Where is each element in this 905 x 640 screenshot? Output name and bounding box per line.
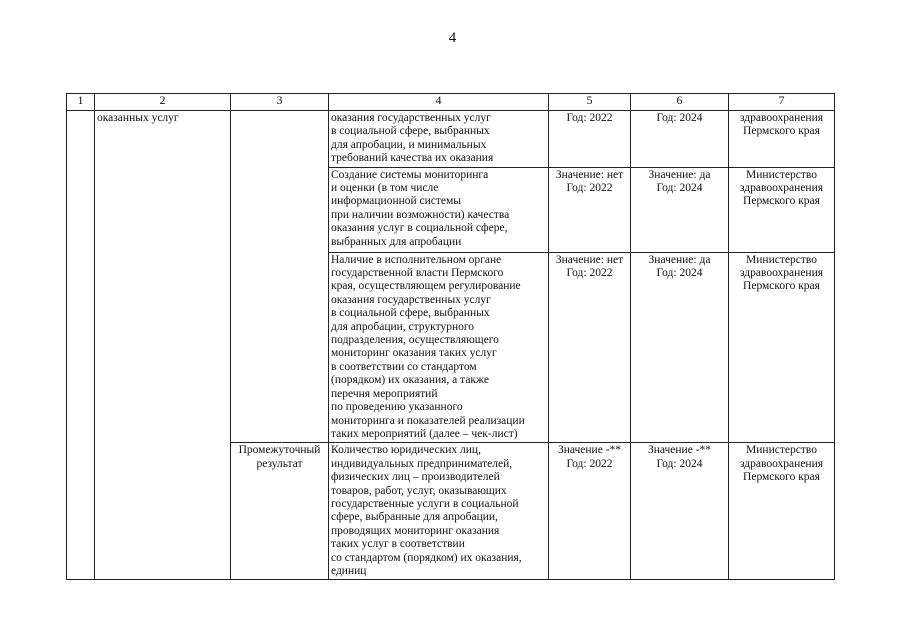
cell-line: Пермского края [743, 280, 820, 293]
cell-line: Значение: нет [555, 253, 624, 266]
row-cell-col6 [631, 252, 729, 443]
cell-line: информационной системы [331, 195, 462, 208]
cell-line: таких услуг в соответствии [331, 538, 465, 551]
cell-line: здравоохранения [739, 267, 824, 280]
cell-line: Год: 2024 [656, 112, 703, 124]
cell-line: Министерство [746, 253, 817, 266]
cell-line: здравоохранения [739, 182, 824, 195]
cell-line: Министерство [746, 444, 817, 457]
document-table [66, 93, 835, 580]
cell-line: оказания государственных услуг [331, 112, 491, 124]
row-cell-col5 [549, 111, 631, 168]
cell-line: Год: 2024 [656, 457, 703, 470]
row-cell-col7 [729, 252, 835, 443]
cell-line: и оценки (в том числе [331, 182, 439, 195]
cell-line: оказания услуг в социальной сфере, [331, 222, 508, 235]
cell-line: при наличии возможности) качества [331, 208, 510, 221]
row-cell-col6 [631, 443, 729, 580]
cell-line: сфере, выбранные для апробации, [331, 511, 498, 524]
cell-line: Пермского края [743, 195, 820, 208]
cell-line: по проведению указанного [331, 401, 463, 414]
header-cell: 6 [631, 94, 729, 111]
cell-line: Значение: нет [555, 168, 624, 181]
cell-line: здравоохранения [739, 112, 824, 124]
row-cell-col3 [231, 111, 329, 443]
cell-line: мониторинг оказания таких услуг [331, 347, 497, 360]
cell-line: результат [256, 457, 303, 470]
row-cell-col7 [729, 111, 835, 168]
row-cell-col5 [549, 443, 631, 580]
table-header-row [67, 94, 835, 111]
header-cell: 1 [67, 94, 95, 111]
cell-line: перечня мероприятий [331, 387, 438, 400]
row-cell-col4 [329, 111, 549, 168]
cell-line: Министерство [746, 168, 817, 181]
cell-line: оказания государственных услуг [331, 293, 491, 306]
cell-line: края, осуществляющем регулирование [331, 280, 521, 293]
table-row [67, 111, 835, 168]
header-cell: 2 [95, 94, 231, 111]
cell-line: Год: 2024 [656, 182, 703, 195]
cell-line: физических лиц – производителей [331, 471, 500, 484]
cell-line: для апробации, структурного [331, 320, 475, 333]
cell-line: Пермского края [743, 125, 820, 138]
cell-line: здравоохранения [739, 457, 824, 470]
col2-cell [95, 111, 231, 580]
row-cell-col6 [631, 167, 729, 252]
cell-line: со стандартом (порядком) их оказания, [331, 551, 522, 564]
cell-line: государственной власти Пермского [331, 267, 504, 280]
cell-line: Год: 2022 [566, 182, 613, 195]
col1-cell [67, 111, 95, 580]
cell-line: мониторинга и показателей реализации [331, 414, 525, 427]
cell-line: таких мероприятий (далее – чек-лист) [331, 427, 518, 440]
cell-line: Значение: да [648, 253, 711, 266]
cell-line: Год: 2022 [566, 112, 613, 124]
row-cell-col7 [729, 443, 835, 580]
cell-line: требований качества их оказания [331, 152, 494, 165]
cell-line: в социальной сфере, выбранных [331, 307, 490, 320]
cell-line: в социальной сфере, выбранных [331, 125, 490, 138]
row-cell-col4 [329, 252, 549, 443]
col2-text: оказанных услуг [97, 112, 179, 124]
cell-line: Год: 2022 [566, 457, 613, 470]
cell-line: единиц [331, 564, 367, 577]
cell-line: Промежуточный [238, 444, 321, 457]
cell-line: государственные услуги в социальной [331, 497, 519, 510]
row-cell-col6 [631, 111, 729, 168]
row-cell-col7 [729, 167, 835, 252]
cell-line: (порядком) их оказания, а также [331, 374, 489, 387]
cell-line: Количество юридических лиц, [331, 444, 481, 457]
header-cell: 4 [329, 94, 549, 111]
cell-line: Значение -** [647, 444, 712, 457]
cell-line: Год: 2024 [656, 267, 703, 280]
cell-line: для апробации, и минимальных [331, 138, 487, 151]
cell-line: Пермского края [743, 471, 820, 484]
cell-line: проводящих мониторинг оказания [331, 524, 500, 537]
row-cell-col5 [549, 167, 631, 252]
cell-line: Создание системы мониторинга [331, 168, 489, 181]
header-cell: 3 [231, 94, 329, 111]
cell-line: Год: 2022 [566, 267, 613, 280]
cell-line: выбранных для апробации [331, 235, 462, 248]
row-cell-col4 [329, 167, 549, 252]
cell-line: подразделения, осуществляющего [331, 334, 499, 347]
header-cell: 7 [729, 94, 835, 111]
row-cell-col5 [549, 252, 631, 443]
row-cell-col3 [231, 443, 329, 580]
cell-line: Значение -** [557, 444, 622, 457]
header-cell: 5 [549, 94, 631, 111]
row-cell-col4 [329, 443, 549, 580]
page-number: 4 [448, 30, 457, 46]
cell-line: Значение: да [648, 168, 711, 181]
cell-line: Наличие в исполнительном органе [331, 253, 502, 266]
cell-line: товаров, работ, услуг, оказывающих [331, 484, 507, 497]
cell-line: индивидуальных предпринимателей, [331, 457, 513, 470]
cell-line: в соответствии со стандартом [331, 360, 477, 373]
